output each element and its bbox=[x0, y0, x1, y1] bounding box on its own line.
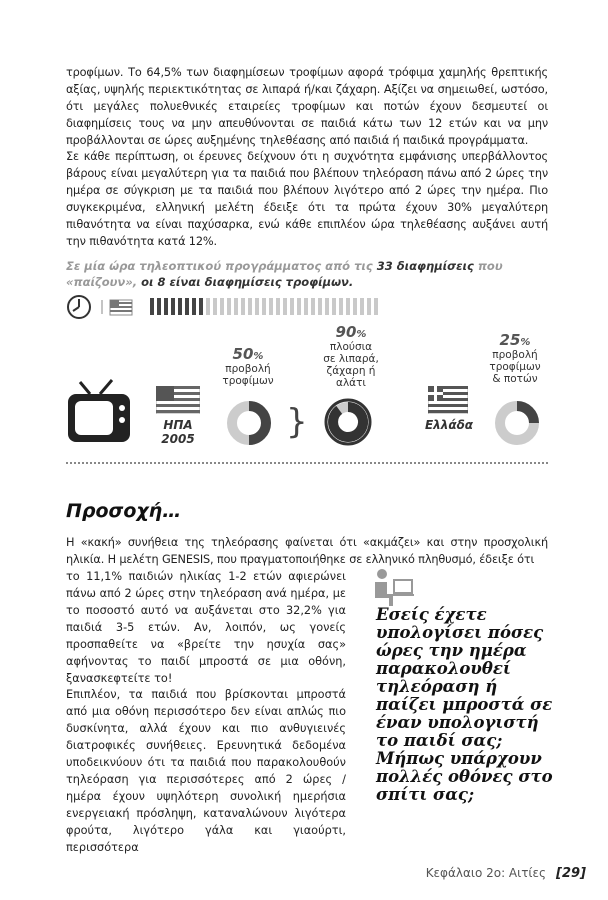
ad-tick bbox=[360, 298, 364, 315]
tv-icon bbox=[66, 378, 136, 446]
brace-icon: } bbox=[286, 402, 308, 442]
ad-tick bbox=[199, 298, 203, 315]
page-footer bbox=[426, 866, 586, 881]
ad-tick bbox=[157, 298, 161, 315]
ad-tick bbox=[339, 298, 343, 315]
donut-50 bbox=[226, 400, 272, 446]
ad-tick bbox=[213, 298, 217, 315]
ad-tick bbox=[164, 298, 168, 315]
ad-tick bbox=[283, 298, 287, 315]
ad-tick bbox=[185, 298, 189, 315]
ad-tick bbox=[255, 298, 259, 315]
column-paragraph-1: το 11,1% παιδιών ηλικίας 1-2 ετών αφιερώνει πάνω από 2 ώρες στην τηλεόραση ανά ημέρα, με το ποσοστό αυτό να αυξάνεται στο 32,2% για παιδιά 3-5 ετών. Αν, λοιπόν, ως γονείς προσπαθείτε να «βρείτε την ησυχία σας» αφήνοντας το παιδί μπροστά σε μια οθόνη, ξανασκεφτείτε το! bbox=[66, 570, 346, 685]
ad-tick bbox=[346, 298, 350, 315]
ad-tick bbox=[178, 298, 182, 315]
ad-tick bbox=[241, 298, 245, 315]
chapter-title: Κεφάλαιο 2ο: Αιτίες bbox=[425, 866, 547, 880]
page-number: [29] bbox=[556, 866, 586, 881]
usa-flag-icon bbox=[156, 386, 200, 414]
stat-usa-unhealthy: 90% πλούσια σε λιπαρά, ζάχαρη ή αλάτι bbox=[323, 323, 379, 389]
ad-tick bbox=[206, 298, 210, 315]
ad-tick bbox=[248, 298, 252, 315]
greece-flag-icon bbox=[428, 386, 468, 414]
column-paragraph-2: Επιπλέον, τα παιδιά που βρίσκονται μπροστά από μια οθόνη περισσότερο δεν είναι απλώς πιο δυσκίνητα, αλλά έχουν και πιο ανθυγιεινές διατροφικές συνήθειες. Ερευνητικά δεδομένα υποδεικνύουν ότι τα παιδιά που παρακολουθούν τηλεόραση για περισσότερες από 2 ώρες / ημέρα έχουν υψηλότερη συνολική ημερήσια ενεργειακή πρόσληψη, καταναλώνουν λιγότερα φρούτα, λιγότερο γάλα και γιαούρτι, περισσότερα bbox=[66, 688, 346, 854]
ad-tick bbox=[150, 298, 154, 315]
ad-tick bbox=[367, 298, 371, 315]
ad-tick bbox=[374, 298, 378, 315]
greece-label: Ελλάδα bbox=[424, 418, 474, 432]
clock-icon bbox=[66, 294, 146, 320]
person-computer-icon bbox=[370, 568, 416, 608]
stat-greece-food: 25% προβολή τροφίμων & ποτών bbox=[489, 331, 541, 385]
infographic-caption: Σε μία ώρα τηλεοπτικού προγράμματος από τις 33 διαφημίσεις που «παίζουν», οι 8 είναι διαφημίσεις τροφίμων. bbox=[66, 259, 503, 289]
ad-tick bbox=[332, 298, 336, 315]
intro-paragraph: Η «κακή» συνήθεια της τηλεόρασης φαίνεται ότι «ακμάζει» και στην προσχολική ηλικία. Η μελέτη GENESIS, που πραγματοποιήθηκε σε ελληνικό πληθυσμό, έδειξε ότι bbox=[66, 536, 548, 566]
ad-tick bbox=[234, 298, 238, 315]
ad-tick bbox=[227, 298, 231, 315]
donut-90 bbox=[322, 396, 374, 448]
ad-tick bbox=[192, 298, 196, 315]
paragraph-1: τροφίμων. Το 64,5% των διαφημίσεων τροφίμων αφορά τρόφιμα χαμηλής θρεπτικής αξίας, υψηλής περιεκτικότητας σε λιπαρά ή/και ζάχαρη. Αξίζει να σημειωθεί, ωστόσο, ότι μεγάλες πολυεθνικές εταιρείες τροφίμων και ποτών έχουν δεσμευτεί οι διαφημίσεις τους να μην απευθύνονται σε παιδιά κάτω των 12 ετών και να μην προβάλλονται σε ώρες αυξημένης τηλεθέασης από παιδιά ή παιδικά προγράμματα. bbox=[66, 66, 548, 147]
divider bbox=[66, 462, 548, 464]
ad-tick bbox=[304, 298, 308, 315]
ad-tick bbox=[353, 298, 357, 315]
ad-tick bbox=[262, 298, 266, 315]
stat-usa-food: 50% προβολή τροφίμων bbox=[222, 345, 274, 387]
ad-tick bbox=[276, 298, 280, 315]
ad-tick bbox=[297, 298, 301, 315]
donut-25 bbox=[494, 400, 540, 446]
ad-tick-bar bbox=[150, 298, 378, 315]
ad-tick bbox=[290, 298, 294, 315]
ad-tick bbox=[325, 298, 329, 315]
ad-tick bbox=[171, 298, 175, 315]
callout-question: Εσείς έχετε υπολογίσει πόσες ώρες την ημέρα παρακολουθεί τηλεόραση ή παίζει μπροστά σε έναν υπολογιστή το παιδί σας; Μήπως υπάρχουν πολλές οθόνες στο σπίτι σας; bbox=[376, 605, 553, 804]
ad-tick bbox=[269, 298, 273, 315]
usa-label: ΗΠΑ 2005 bbox=[161, 418, 195, 446]
ad-tick bbox=[318, 298, 322, 315]
paragraph-2: Σε κάθε περίπτωση, οι έρευνες δείχνουν ότι η συχνότητα εμφάνισης υπερβάλλοντος βάρους είναι μεγαλύτερη για τα παιδιά που βλέπουν τηλεόραση πάνω από 2 ώρες την ημέρα σε σύγκριση με τα παιδιά που βλέπουν λιγότερο από 2 ώρες την ημέρα. Πιο συγκεκριμένα, ελληνική μελέτη έδειξε ότι τα πρώτα έχουν 30% μεγαλύτερη πιθανότητα να είναι παχύσαρκα, ενώ κάθε επιπλέον ώρα τηλεθέασης αυξάνει αυτή την πιθανότητα κατά 12%. bbox=[66, 150, 548, 248]
section-heading: Προσοχή… bbox=[66, 500, 182, 522]
ad-tick bbox=[220, 298, 224, 315]
ad-tick bbox=[311, 298, 315, 315]
